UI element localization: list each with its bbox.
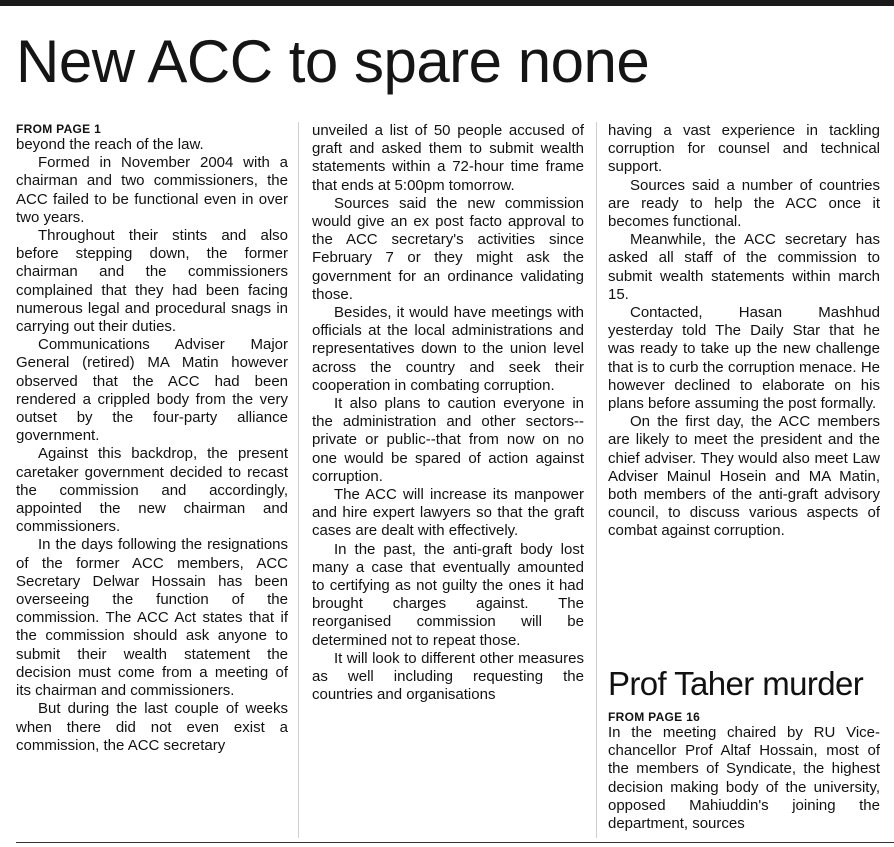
column-divider [298,122,299,838]
paragraph: It also plans to caution everyone in the administration and other sectors--private or public--that from now on no one would be spared of action against corruption. [312,395,584,485]
paragraph: Communications Adviser Major General (retired) MA Matin however observed that the ACC had been rendered a crippled body from the very outset by the four-party alliance government. [16,336,288,445]
paragraph: having a vast experience in tackling corruption for counsel and technical support. [608,122,880,176]
paragraph: Contacted, Hasan Mashhud yesterday told The Daily Star that he was ready to take up the new challenge that is to curb the corruption menace. He however declined to elaborate on his plans before assuming the post formally. [608,304,880,413]
from-page-label: FROM PAGE 1 [16,122,102,136]
from-page-label: FROM PAGE 16 [608,710,701,724]
paragraph: In the past, the anti-graft body lost many a case that eventually amounted to certifying as not guilty the ones it had brought charges against. The reorganised commission will be determined not to repeat those. [312,540,584,649]
paragraph: beyond the reach of the law. [16,136,204,153]
column-divider [596,122,597,838]
paragraph: Against this backdrop, the present caretaker government decided to recast the commission and accordingly, appointed the new chairman and commissioners. [16,445,288,536]
second-article-body [608,710,880,842]
headline: New ACC to spare none [16,28,650,95]
second-article-headline: Prof Taher murder [608,665,864,702]
paragraph: In the meeting chaired by RU Vice-chancellor Prof Altaf Hossain, most of the members of Syndicate, the highest decision making body of the university, opposed Mahiuddin's joining the department, sources [608,724,880,833]
paragraph: Meanwhile, the ACC secretary has asked all staff of the commission to submit wealth statements within march 15. [608,231,880,303]
paragraph: It will look to different other measures as well including requesting the countries and organisations [312,649,584,704]
paragraph: Formed in November 2004 with a chairman and two commissioners, the ACC failed to be functional even in over two years. [16,154,288,226]
paragraph: In the days following the resignations of the former ACC members, ACC Secretary Delwar Hossain has been overseeing the function of the commission. The ACC Act states that if the commission should ask anyone to submit their wealth statement the decision must come from a meeting of its chairman and commissioners. [16,536,288,700]
paragraph: Sources said the new commission would give an ex post facto approval to the ACC secretary's activities since February 7 or they might ask the government for an ordinance validating those. [312,194,584,303]
paragraph: On the first day, the ACC members are likely to meet the president and the chief adviser. They would also meet Law Adviser Mainul Hosein and MA Matin, both members of the anti-graft advisory council, to discuss various aspects of combat against corruption. [608,413,880,540]
paragraph: The ACC will increase its manpower and hire expert lawyers so that the graft cases are dealt with effectively. [312,486,584,540]
paragraph: Sources said a number of countries are ready to help the ACC once it becomes functional. [608,176,880,231]
article-column-3 [608,122,880,608]
paragraph: Throughout their stints and also before stepping down, the former chairman and the commissioners complained that they had been facing numerous legal and procedural snags in carrying out their duties. [16,227,288,336]
paragraph: unveiled a list of 50 people accused of graft and asked them to submit wealth statements within a 72-hour time frame that ends at 5:00pm tomorrow. [312,122,584,194]
bottom-rule [16,842,894,843]
paragraph: But during the last couple of weeks when there did not even exist a commission, the ACC secretary [16,700,288,754]
article-column-1 [16,122,288,838]
article-column-2 [312,122,584,822]
top-rule [0,0,894,6]
paragraph: Besides, it would have meetings with officials at the local administrations and representatives down to the union level across the country and seek their cooperation in combating corruption. [312,304,584,394]
